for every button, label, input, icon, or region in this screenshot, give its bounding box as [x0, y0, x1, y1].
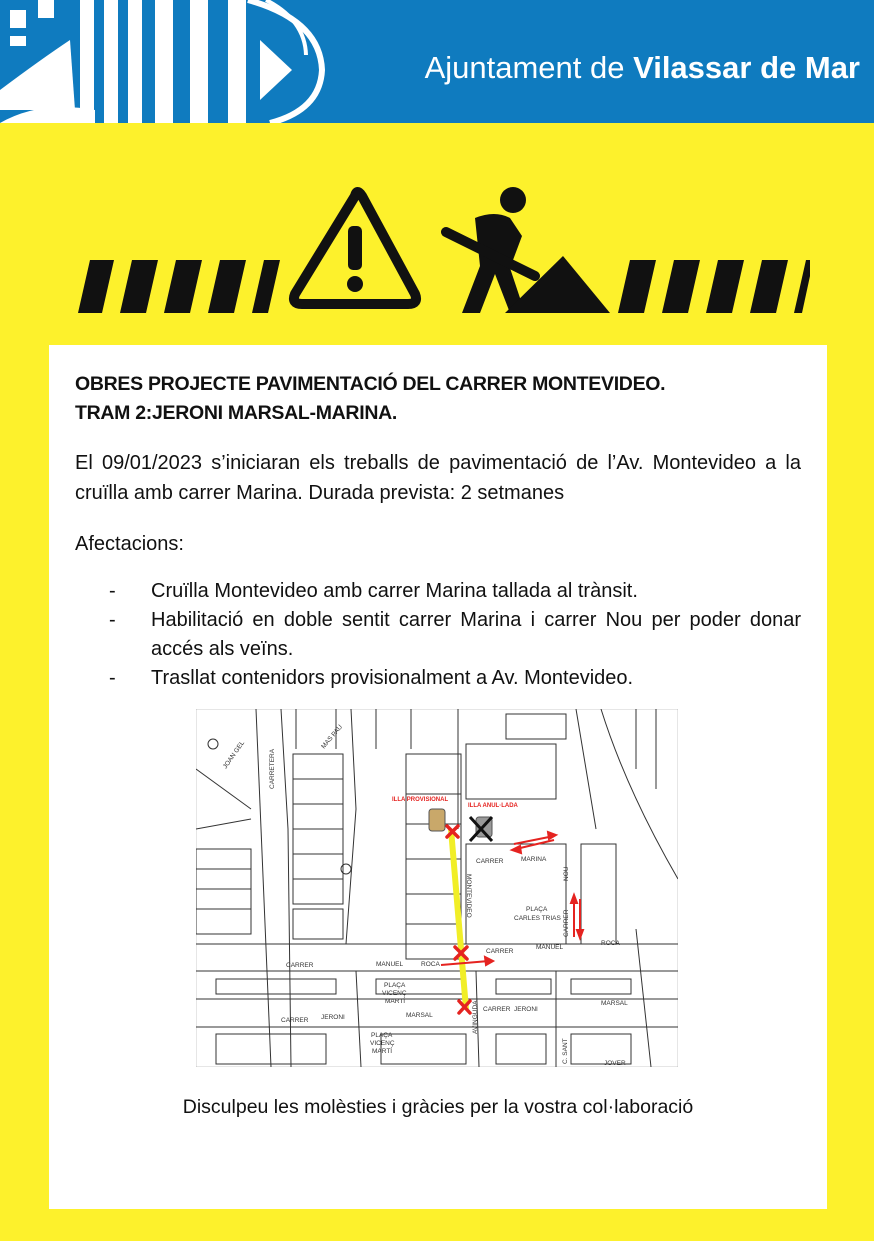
label-manuel-roca-w2: MANUEL — [376, 961, 404, 968]
label-carrer-nou-2: NOU — [563, 866, 570, 881]
label-manuel-roca-e1: CARRER — [486, 948, 514, 955]
label-illa-anullada: ILLA ANUL·LADA — [468, 803, 518, 809]
label-montevideo: MONTEVIDEO — [465, 874, 472, 918]
notice-intro: El 09/01/2023 s’iniciaran els treballs de pavimentació de l’Av. Montevideo a la cruïlla amb carrer Marina. Durada prevista: 2 setmanes — [75, 452, 801, 504]
label-carrer-marina-1: CARRER — [476, 858, 504, 865]
label-jeroni-e1: CARRER — [483, 1006, 511, 1013]
street-map — [196, 709, 678, 1067]
list-item — [109, 664, 801, 693]
label-manuel-roca-e2: MANUEL — [536, 944, 564, 951]
notice-card — [49, 345, 827, 1209]
affectations-label: Afectacions: — [75, 533, 184, 555]
town-logo-icon — [0, 0, 330, 123]
label-jeroni-w1: CARRER — [281, 1017, 309, 1024]
affectations-list — [109, 577, 801, 693]
label-carretera: CARRETERA — [269, 748, 276, 789]
warning-triangle-icon — [294, 192, 416, 304]
list-dash: - — [109, 580, 116, 602]
roadworks-banner — [70, 176, 810, 321]
label-jeroni-w3: MARSAL — [406, 1012, 433, 1019]
list-item-text: Trasllat contenidors provisionalment a Av. Montevideo. — [151, 667, 634, 689]
list-item-text: Habilitació en doble sentit carrer Marina i carrer Nou per poder donar accés als veïns. — [151, 609, 801, 660]
list-dash: - — [109, 667, 116, 689]
label-manuel-roca-w3: ROCA — [421, 961, 440, 968]
list-item — [109, 577, 801, 606]
hazard-stripes-right — [618, 260, 810, 313]
label-plaza-vicenc-1: PLAÇA — [384, 982, 406, 989]
hazard-stripes-left — [78, 260, 280, 313]
label-carrer-marina-2: MARINA — [521, 856, 547, 863]
label-manuel-roca-w1: CARRER — [286, 962, 314, 969]
label-plaza-vicenc-3: MARTÍ — [385, 998, 406, 1005]
label-illa-provisional: ILLA PROVISIONAL — [392, 797, 449, 803]
header-band — [0, 0, 874, 123]
label-jover: JOVER — [604, 1060, 626, 1067]
label-plaza-carles-2: CARLES TRIAS — [514, 915, 561, 922]
label-plaza-vicenc-2: VICENÇ — [382, 990, 407, 997]
label-jeroni-e3: MARSAL — [601, 1000, 628, 1007]
label-jeroni-e2: JERONI — [514, 1006, 538, 1013]
road-worker-icon — [446, 187, 610, 313]
org-prefix: Ajuntament de — [424, 50, 634, 85]
org-town: Vilassar de Mar — [633, 50, 860, 85]
label-avinguda: AVINGUDA — [472, 1000, 479, 1034]
notice-title — [75, 370, 805, 428]
list-dash: - — [109, 609, 116, 631]
label-plaza-vicenc-b1: PLAÇA — [371, 1032, 393, 1039]
closing-message: Disculpeu les molèsties i gràcies per la vostra col·laboració — [182, 1096, 694, 1118]
label-plaza-vicenc-b3: MARTÍ — [372, 1048, 393, 1055]
label-joan-gel: JOAN GEL — [221, 739, 247, 771]
list-item — [109, 606, 801, 664]
label-plaza-vicenc-b2: VICENÇ — [370, 1040, 395, 1047]
title-line-2: TRAM 2:JERONI MARSAL-MARINA. — [75, 402, 398, 424]
label-plaza-carles-1: PLAÇA — [526, 906, 548, 913]
label-sant: C. SANT — [562, 1038, 569, 1064]
list-item-text: Cruïlla Montevideo amb carrer Marina tallada al trànsit. — [151, 580, 638, 602]
label-mas-pau: MAS PAU — [320, 723, 345, 751]
title-line-1: OBRES PROJECTE PAVIMENTACIÓ DEL CARRER MONTEVIDEO. — [75, 373, 666, 395]
label-manuel-roca-e3: ROCA — [601, 940, 620, 947]
container-provisional-icon — [429, 809, 445, 831]
label-jeroni-w2: JERONI — [321, 1014, 345, 1021]
organization-name — [425, 50, 860, 86]
label-carrer-nou-1: CARRER — [563, 909, 570, 937]
